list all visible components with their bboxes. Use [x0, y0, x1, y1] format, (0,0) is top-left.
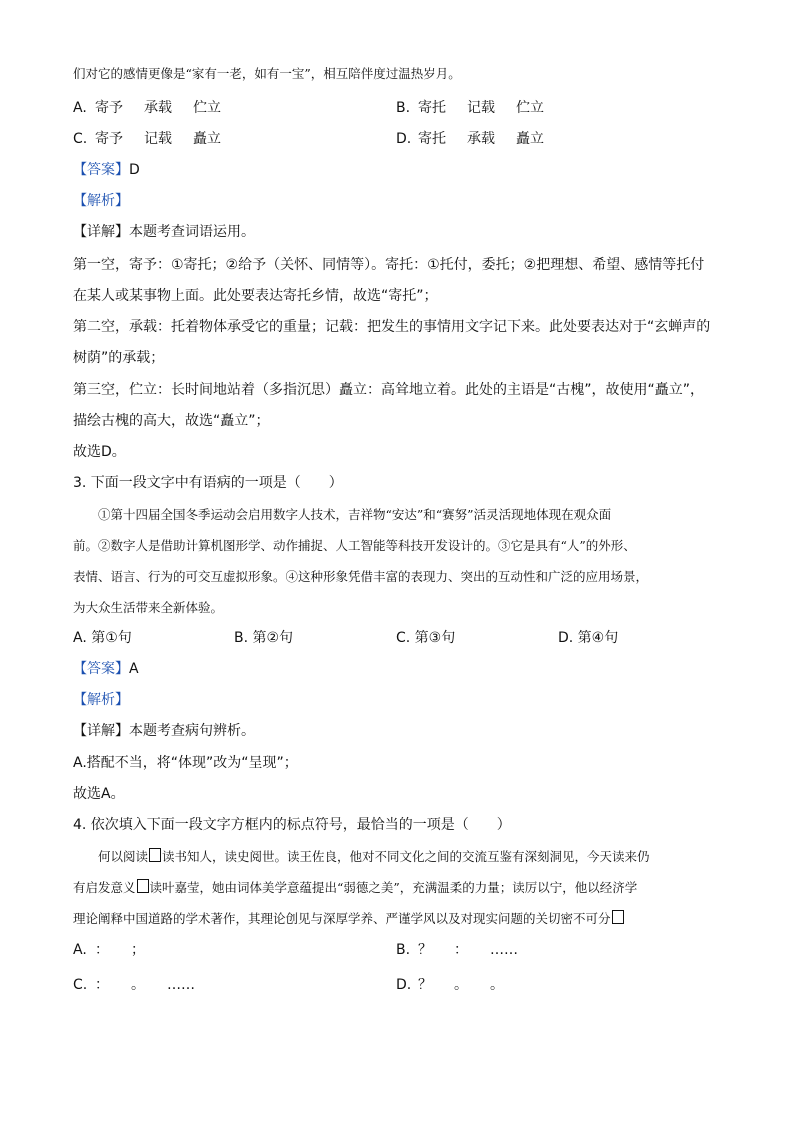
option-mark-1: ？ [418, 942, 432, 958]
q3-passage-line: 为大众生活带来全新体验。 [73, 600, 224, 615]
q2-option-a [73, 98, 221, 118]
q4-option-d [396, 975, 504, 995]
option-mark-2: ： [454, 942, 468, 958]
option-word-3: 伫立 [516, 100, 544, 116]
option-word-2: 记载 [467, 100, 495, 116]
q3-option-b: B. 第②句 [234, 630, 294, 646]
q2-option-c [73, 129, 221, 149]
option-mark-2: ； [131, 942, 145, 958]
option-word-2: 记载 [144, 131, 172, 147]
q4-passage-line [73, 878, 637, 898]
option-mark-3: …… [167, 977, 195, 993]
passage-text: 读叶嘉莹，她由词体美学意蕴提出“弱德之美”，充满温柔的力量；读厉以宁，他以经济学 [149, 880, 638, 895]
option-label: C. [73, 131, 88, 147]
option-word-1: 寄予 [95, 131, 123, 147]
q2-explanation-line: 树荫”的承载； [73, 350, 165, 366]
q3-passage-line: ①第十四届全国冬季运动会启用数字人技术，吉祥物“安达”和“赛努”活灵活现地体现在观众面 [98, 507, 612, 522]
option-mark-1: ： [95, 942, 109, 958]
option-word-1: 寄予 [95, 100, 123, 116]
q2-explanation-line: 在某人或某事物上面。此处要表达寄托乡情，故选“寄托”； [73, 288, 438, 304]
option-word-1: 寄托 [418, 100, 446, 116]
q4-option-a [73, 940, 167, 960]
passage-text: 读书知人，读史阅世。读王佐良，他对不同文化之间的交流互鉴有深刻洞见，今天读来仍 [162, 849, 650, 864]
option-mark-2: 。 [454, 977, 468, 993]
option-word-3: 矗立 [516, 131, 544, 147]
q2-explanation-line: 第二空，承载：托着物体承受它的重量；记载：把发生的事情用文字记下来。此处要表达对于“玄蝉声的 [73, 319, 711, 335]
blank-box [612, 910, 624, 924]
option-mark-2: 。 [131, 977, 145, 993]
q3-stem: 3. 下面一段文字中有语病的一项是（ ） [73, 475, 343, 491]
q2-analysis-tag: 【解析】 [73, 193, 129, 209]
option-word-2: 承载 [467, 131, 495, 147]
q2-explanation-line: 第一空，寄予：①寄托；②给予（关怀、同情等）。寄托：①托付，委托；②把理想、希望、感情等托付 [73, 257, 705, 273]
q3-option-c: C. 第③句 [396, 630, 456, 646]
q2-detail [73, 222, 255, 242]
option-label: C. [73, 977, 88, 993]
answer-tag: 【答案】 [73, 661, 129, 677]
answer-value: A [129, 661, 139, 677]
q3-explanation-line: 故选A。 [73, 786, 125, 802]
detail-text: 本题考查词语运用。 [129, 224, 255, 240]
option-label: B. [396, 100, 411, 116]
option-label: A. [73, 100, 87, 116]
option-mark-3: 。 [490, 977, 504, 993]
q2-explanation-line: 描绘古槐的高大，故选“矗立”； [73, 413, 270, 429]
q2-option-b [396, 98, 544, 118]
q2-option-d [396, 129, 544, 149]
q4-option-c [73, 975, 195, 995]
q4-passage-line [73, 909, 625, 929]
q2-answer [73, 160, 140, 180]
answer-tag: 【答案】 [73, 162, 129, 178]
option-word-3: 伫立 [193, 100, 221, 116]
blank-box [149, 848, 161, 862]
option-mark-1: ： [95, 977, 109, 993]
passage-text: 有启发意义 [73, 880, 136, 895]
option-label: A. [73, 942, 87, 958]
q3-passage-line: 表情、语言、行为的可交互虚拟形象。④这种形象凭借丰富的表现力、突出的互动性和广泛的应用场景， [73, 569, 649, 584]
detail-tag: 【详解】 [73, 224, 129, 240]
q2-explanation-line: 第三空，伫立：长时间地站着（多指沉思）矗立：高耸地立着。此处的主语是“古槐”，故使用“矗立”， [73, 382, 705, 398]
option-word-2: 承载 [144, 100, 172, 116]
option-mark-3: …… [490, 942, 518, 958]
detail-text: 本题考查病句辨析。 [129, 723, 255, 739]
answer-value: D [129, 162, 140, 178]
q4-passage-line [98, 847, 650, 867]
blank-box [137, 879, 149, 893]
option-word-3: 矗立 [193, 131, 221, 147]
option-label: B. [396, 942, 411, 958]
passage-text: 理论阐释中国道路的学术著作，其理论创见与深厚学养、严谨学风以及对现实问题的关切密不可分 [73, 911, 611, 926]
detail-tag: 【详解】 [73, 723, 129, 739]
q4-option-b [396, 940, 518, 960]
q4-stem: 4. 依次填入下面一段文字方框内的标点符号，最恰当的一项是（ ） [73, 817, 511, 833]
passage-text: 何以阅读 [98, 849, 149, 864]
option-mark-1: ？ [418, 977, 432, 993]
q3-passage-line: 前。②数字人是借助计算机图形学、动作捕捉、人工智能等科技开发设计的。③它是具有“人”的外形、 [73, 538, 636, 553]
q3-option-d: D. 第④句 [558, 630, 619, 646]
passage-continuation: 们对它的感情更像是“家有一老，如有一宝”，相互陪伴度过温热岁月。 [73, 66, 461, 81]
option-label: D. [396, 977, 412, 993]
q3-detail [73, 721, 255, 741]
q2-explanation-line: 故选D。 [73, 444, 126, 460]
option-word-1: 寄托 [418, 131, 446, 147]
q3-option-a: A. 第①句 [73, 630, 132, 646]
q3-answer [73, 659, 139, 679]
q3-explanation-line: A.搭配不当，将“体现”改为“呈现”； [73, 755, 298, 771]
option-label: D. [396, 131, 412, 147]
q3-analysis-tag: 【解析】 [73, 692, 129, 708]
